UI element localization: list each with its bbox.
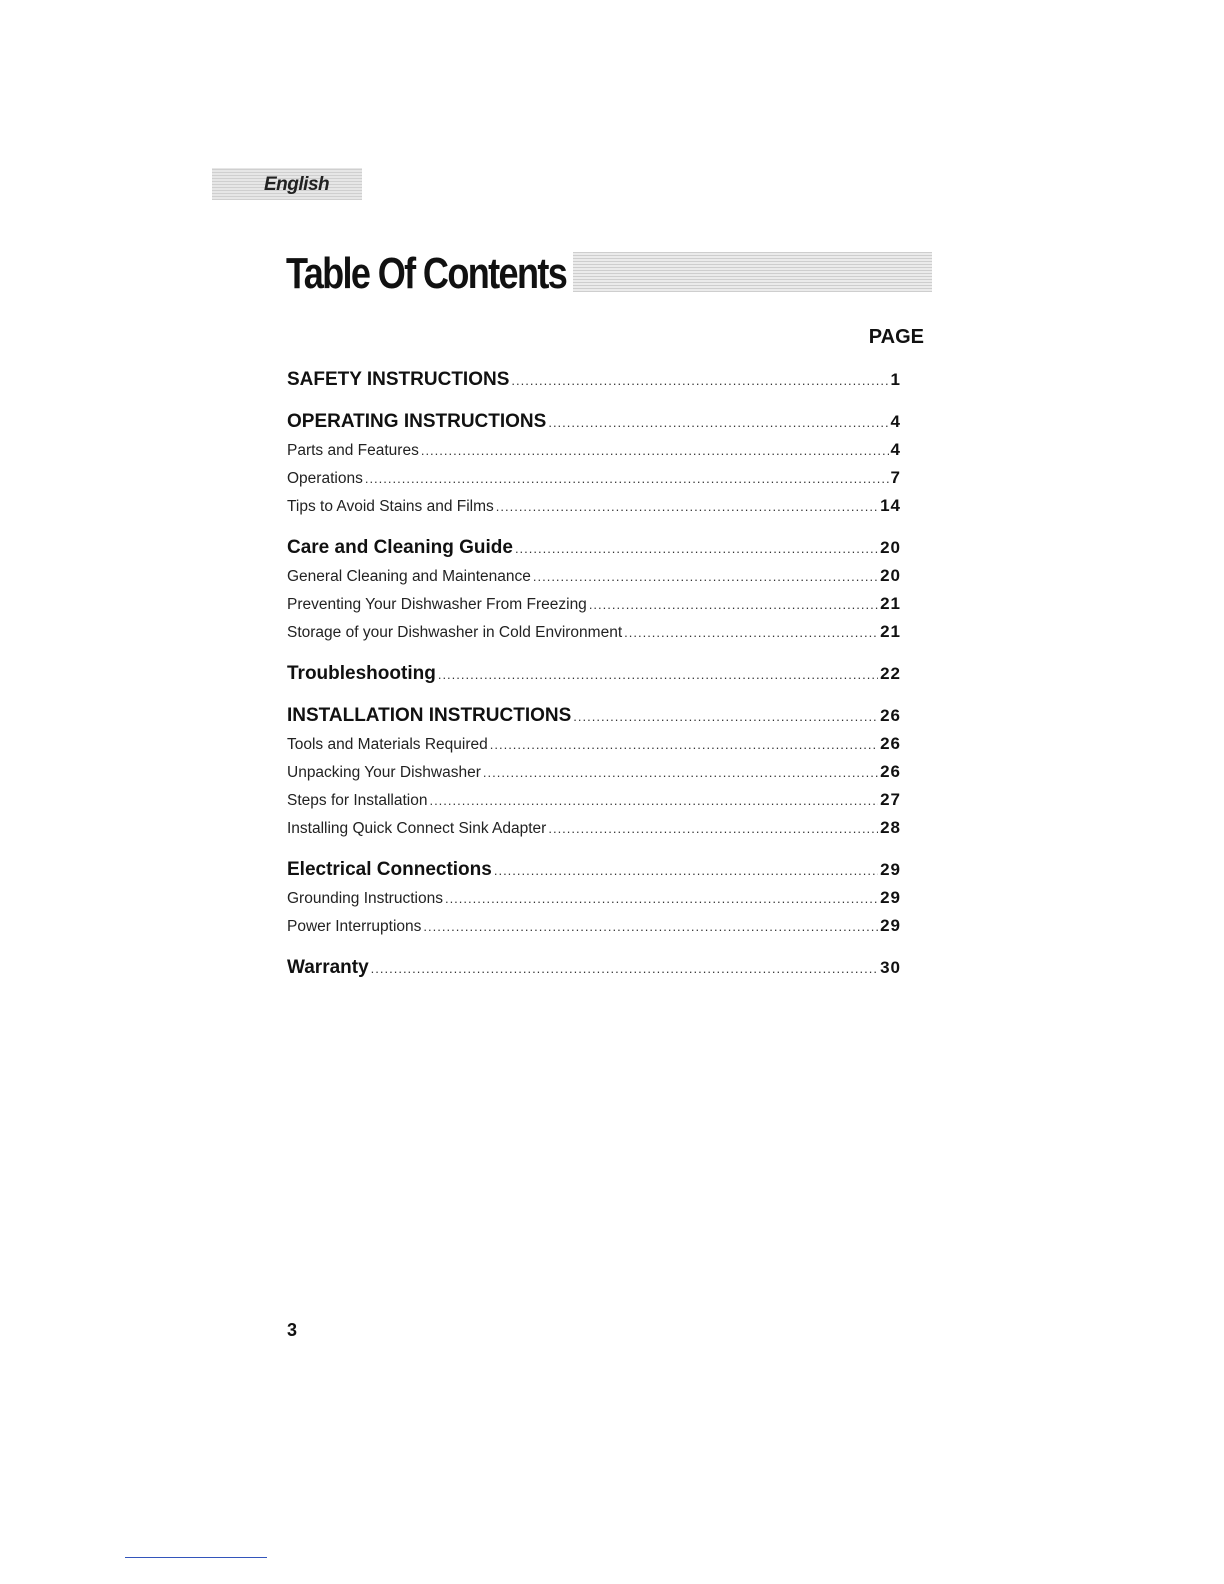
dot-leader: [589, 591, 878, 618]
toc-entry-label: Parts and Features: [287, 442, 419, 459]
toc-entry[interactable]: [287, 814, 901, 842]
dot-leader: [533, 563, 878, 590]
toc-entry[interactable]: [287, 912, 901, 940]
toc-entry-page: 4: [890, 412, 901, 431]
toc-entry[interactable]: [287, 436, 901, 464]
table-of-contents: [287, 366, 901, 982]
dot-leader: [494, 857, 878, 884]
dot-leader: [490, 731, 878, 758]
toc-entry-page: 21: [880, 622, 901, 641]
toc-entry-page: 29: [880, 916, 901, 935]
dot-leader: [371, 955, 878, 982]
toc-entry-label: Troubleshooting: [287, 663, 436, 684]
toc-entry[interactable]: [287, 590, 901, 618]
page-title: Table Of Contents: [286, 250, 573, 298]
toc-entry-label: Installing Quick Connect Sink Adapter: [287, 820, 547, 837]
toc-entry-page: 1: [890, 370, 901, 389]
toc-entry-label: INSTALLATION INSTRUCTIONS: [287, 705, 572, 726]
dot-leader: [515, 535, 878, 562]
toc-entry-page: 14: [880, 496, 901, 515]
dot-leader: [445, 885, 878, 912]
toc-entry-label: Grounding Instructions: [287, 890, 443, 907]
toc-entry-label: Preventing Your Dishwasher From Freezing: [287, 596, 587, 613]
toc-entry-page: 21: [880, 594, 901, 613]
dot-leader: [438, 661, 878, 688]
toc-entry[interactable]: [287, 660, 901, 688]
toc-entry[interactable]: [287, 492, 901, 520]
toc-entry-page: 29: [880, 888, 901, 907]
toc-entry[interactable]: [287, 464, 901, 492]
toc-entry-page: 29: [880, 860, 901, 879]
toc-entry[interactable]: [287, 954, 901, 982]
toc-entry-page: 30: [880, 958, 901, 977]
toc-entry[interactable]: [287, 884, 901, 912]
dot-leader: [365, 465, 889, 492]
toc-entry[interactable]: [287, 856, 901, 884]
toc-entry-label: Care and Cleaning Guide: [287, 537, 513, 558]
toc-entry-page: 20: [880, 566, 901, 585]
toc-entry[interactable]: [287, 758, 901, 786]
toc-entry[interactable]: [287, 618, 901, 646]
dot-leader: [573, 703, 878, 730]
toc-entry-label: General Cleaning and Maintenance: [287, 568, 531, 585]
toc-entry-page: 26: [880, 734, 901, 753]
toc-entry-page: 7: [890, 468, 901, 487]
toc-entry-page: 20: [880, 538, 901, 557]
dot-leader: [421, 437, 889, 464]
toc-entry-label: Power Interruptions: [287, 918, 422, 935]
dot-leader: [429, 787, 878, 814]
toc-entry-label: Operations: [287, 470, 363, 487]
toc-entry-label: Unpacking Your Dishwasher: [287, 764, 481, 781]
toc-entry-label: Electrical Connections: [287, 859, 492, 880]
language-badge: [212, 168, 362, 200]
toc-entry[interactable]: [287, 730, 901, 758]
toc-entry-page: 26: [880, 762, 901, 781]
dot-leader: [548, 815, 878, 842]
dot-leader: [624, 619, 878, 646]
toc-entry[interactable]: [287, 408, 901, 436]
toc-entry[interactable]: [287, 562, 901, 590]
toc-entry-label: Steps for Installation: [287, 792, 428, 809]
toc-entry-label: Warranty: [287, 957, 369, 978]
language-label: English: [264, 174, 330, 195]
toc-entry-page: 4: [890, 440, 901, 459]
page-number: 3: [287, 1320, 298, 1340]
toc-entry-label: OPERATING INSTRUCTIONS: [287, 411, 547, 432]
toc-entry-label: Storage of your Dishwasher in Cold Environment: [287, 624, 623, 641]
toc-entry[interactable]: [287, 786, 901, 814]
toc-entry[interactable]: [287, 702, 901, 730]
dot-leader: [423, 913, 878, 940]
toc-entry-page: 28: [880, 818, 901, 837]
toc-entry-page: 27: [880, 790, 901, 809]
footer-rule: [125, 1557, 267, 1558]
toc-entry-label: Tips to Avoid Stains and Films: [287, 498, 494, 515]
toc-entry[interactable]: [287, 534, 901, 562]
toc-entry-label: SAFETY INSTRUCTIONS: [287, 369, 510, 390]
toc-entry-page: 22: [880, 664, 901, 683]
toc-entry-label: Tools and Materials Required: [287, 736, 488, 753]
dot-leader: [496, 493, 878, 520]
dot-leader: [548, 409, 888, 436]
page-column-header: PAGE: [868, 326, 924, 348]
dot-leader: [483, 759, 878, 786]
toc-entry[interactable]: [287, 366, 901, 394]
toc-entry-page: 26: [880, 706, 901, 725]
dot-leader: [511, 367, 888, 394]
